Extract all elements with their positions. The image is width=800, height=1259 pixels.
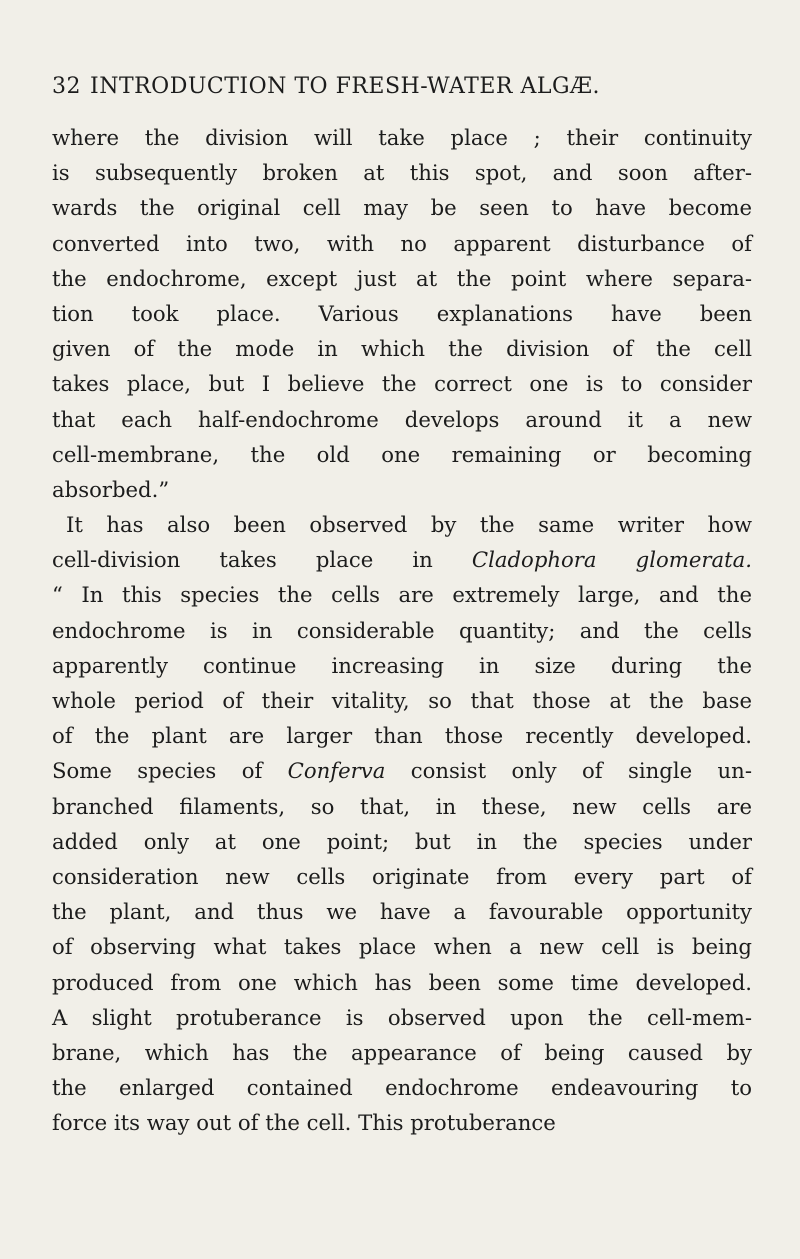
text-segment: cell-membrane, the old one remaining or becoming bbox=[52, 441, 752, 467]
text-segment: added only at one point; but in the species under bbox=[52, 828, 752, 854]
text-line bbox=[52, 296, 752, 331]
text-segment: takes place, but I believe the correct one is to consider bbox=[52, 371, 752, 397]
text-segment: consist only of single un- bbox=[385, 758, 752, 784]
text-segment: tion took place. Various explanations have been bbox=[52, 300, 752, 326]
text-segment: Some species of bbox=[52, 758, 288, 784]
text-segment: is subsequently broken at this spot, and soon after- bbox=[52, 160, 752, 186]
text-line bbox=[52, 965, 752, 1000]
text-segment: the endochrome, except just at the point where separa- bbox=[52, 265, 752, 291]
text-segment: converted into two, with no apparent disturbance of bbox=[52, 230, 752, 256]
text-line bbox=[52, 120, 752, 155]
text-segment: brane, which has the appearance of being caused by bbox=[52, 1039, 752, 1065]
text-line bbox=[52, 331, 752, 366]
text-line bbox=[52, 402, 752, 437]
text-segment: of observing what takes place when a new cell is being bbox=[52, 934, 752, 960]
body-text bbox=[52, 120, 752, 1140]
text-line bbox=[52, 472, 752, 507]
text-segment: where the division will take place ; their continuity bbox=[52, 125, 752, 150]
text-line bbox=[52, 190, 752, 225]
text-line bbox=[52, 1105, 752, 1140]
text-line bbox=[52, 824, 752, 859]
text-line bbox=[52, 437, 752, 472]
text-segment: cell-division takes place in bbox=[52, 547, 472, 573]
text-segment: absorbed.” bbox=[52, 476, 170, 502]
text-line bbox=[52, 929, 752, 964]
text-segment: “ In this species the cells are extremely large, and the bbox=[52, 582, 752, 608]
text-segment: consideration new cells originate from every part of bbox=[52, 863, 752, 889]
italic-text: Cladophora glomerata. bbox=[471, 547, 753, 573]
text-line bbox=[52, 1070, 752, 1105]
book-page bbox=[52, 74, 752, 1140]
text-segment: wards the original cell may be seen to have become bbox=[52, 195, 752, 221]
text-segment: whole period of their vitality, so that those at the base bbox=[52, 688, 752, 713]
text-line bbox=[52, 366, 752, 401]
text-line bbox=[52, 507, 752, 542]
page-number: 32 bbox=[52, 74, 81, 99]
text-segment: force its way out of the cell. This protuberance bbox=[52, 1110, 556, 1136]
running-title: INTRODUCTION TO FRESH-WATER ALGÆ. bbox=[90, 74, 601, 99]
text-segment: of the plant are larger than those recently developed. bbox=[52, 723, 752, 749]
text-segment: A slight protuberance is observed upon the cell-mem- bbox=[52, 1004, 752, 1030]
text-line bbox=[52, 155, 752, 190]
text-line bbox=[52, 1000, 752, 1035]
italic-text: Conferva bbox=[287, 758, 386, 784]
text-segment: produced from one which has been some time developed. bbox=[52, 969, 752, 995]
text-line bbox=[52, 261, 752, 296]
text-segment: given of the mode in which the division of the cell bbox=[52, 336, 752, 362]
text-line bbox=[52, 859, 752, 894]
text-segment: branched filaments, so that, in these, new cells are bbox=[52, 793, 752, 819]
text-segment: the plant, and thus we have a favourable opportunity bbox=[52, 899, 752, 925]
text-line bbox=[52, 789, 752, 824]
text-segment: It has also been observed by the same writer how bbox=[66, 512, 752, 538]
text-line bbox=[52, 1035, 752, 1070]
text-line bbox=[52, 613, 752, 648]
text-line bbox=[52, 894, 752, 929]
text-line bbox=[52, 753, 752, 788]
text-line bbox=[52, 577, 752, 612]
running-head bbox=[52, 74, 752, 114]
text-segment: apparently continue increasing in size during the bbox=[52, 652, 752, 678]
text-line bbox=[52, 542, 752, 577]
text-segment: that each half-endochrome develops around it a new bbox=[52, 406, 752, 432]
text-line bbox=[52, 718, 752, 753]
text-segment: the enlarged contained endochrome endeavouring to bbox=[52, 1075, 752, 1101]
text-segment: endochrome is in considerable quantity; and the cells bbox=[52, 617, 752, 643]
text-line bbox=[52, 683, 752, 718]
text-line bbox=[52, 226, 752, 261]
text-line bbox=[52, 648, 752, 683]
